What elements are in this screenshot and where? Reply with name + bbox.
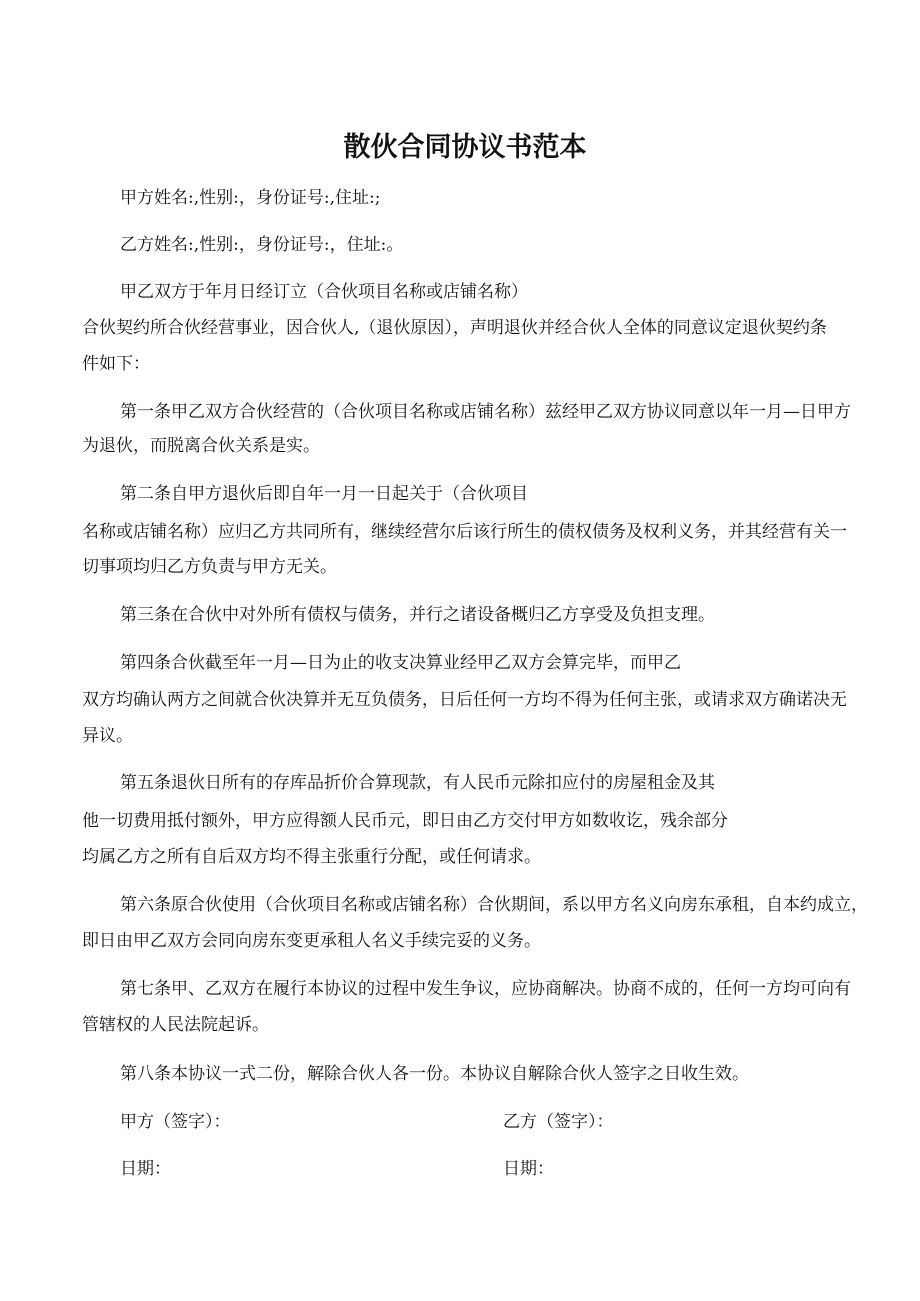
- party-a-signature-label: 甲方（签字）：: [120, 1112, 231, 1132]
- party-b-info: 乙方姓名:,性别:，身份证号:，住址:。: [120, 235, 404, 255]
- article-2-line: 名称或店铺名称）应归乙方共同所有，继续经营尔后该行所生的债权债务及权利义务，并其经营有关一: [82, 522, 847, 542]
- party-b-signature-label: 乙方（签字）：: [503, 1112, 614, 1132]
- article-5-line: 均属乙方之所有自后双方均不得主张重行分配，或任何请求。: [82, 847, 541, 867]
- article-1-line: 为退伙，而脱离合伙关系是实。: [82, 436, 320, 456]
- preamble-line: 甲乙双方于年月日经订立（合伙项目名称或店铺名称）: [120, 282, 528, 302]
- preamble-line: 件如下：: [82, 354, 150, 374]
- party-a-date-label: 日期：: [120, 1159, 171, 1179]
- article-7-line: 第七条甲、乙双方在履行本协议的过程中发生争议，应协商解决。协商不成的，任何一方均可向有: [120, 979, 851, 999]
- article-2-line: 第二条自甲方退伙后即自年一月一日起关于（合伙项目: [120, 484, 528, 504]
- article-1-line: 第一条甲乙双方合伙经营的（合伙项目名称或店铺名称）兹经甲乙双方协议同意以年一月—日甲方: [120, 402, 851, 422]
- article-8-line: 第八条本协议一式二份，解除合伙人各一份。本协议自解除合伙人签字之日收生效。: [120, 1064, 749, 1084]
- article-4-line: 双方均确认两方之间就合伙决算并无互负债务，日后任何一方均不得为任何主张，或请求双方确诺决无: [82, 690, 847, 710]
- article-5-line: 他一切费用抵付额外，甲方应得额人民币元，即日由乙方交付甲方如数收讫，残余部分: [82, 811, 728, 831]
- article-7-line: 管辖权的人民法院起诉。: [82, 1015, 269, 1035]
- article-3-line: 第三条在合伙中对外所有债权与债务，并行之诸设备概归乙方享受及负担支理。: [120, 605, 715, 625]
- party-a-info: 甲方姓名:,性别:，身份证号:,住址:;: [120, 188, 381, 208]
- party-b-date-label: 日期：: [503, 1159, 554, 1179]
- article-4-line: 异议。: [82, 726, 133, 746]
- article-2-line: 切事项均归乙方负责与甲方无关。: [82, 557, 337, 577]
- article-5-line: 第五条退伙日所有的存库品折价合算现款，有人民币元除扣应付的房屋租金及其: [120, 773, 715, 793]
- document-title: 散伙合同协议书范本: [343, 132, 587, 163]
- article-6-line: 第六条原合伙使用（合伙项目名称或店铺名称）合伙期间，系以甲方名义向房东承租，自本约成立，: [120, 895, 868, 915]
- article-4-line: 第四条合伙截至年一月—日为止的收支决算业经甲乙双方会算完毕，而甲乙: [120, 653, 681, 673]
- article-6-line: 即日由甲乙双方会同向房东变更承租人名义手续完妥的义务。: [82, 931, 541, 951]
- preamble-line: 合伙契约所合伙经营事业，因合伙人,（退伙原因），声明退伙并经合伙人全体的同意议定退伙契约条: [82, 318, 827, 338]
